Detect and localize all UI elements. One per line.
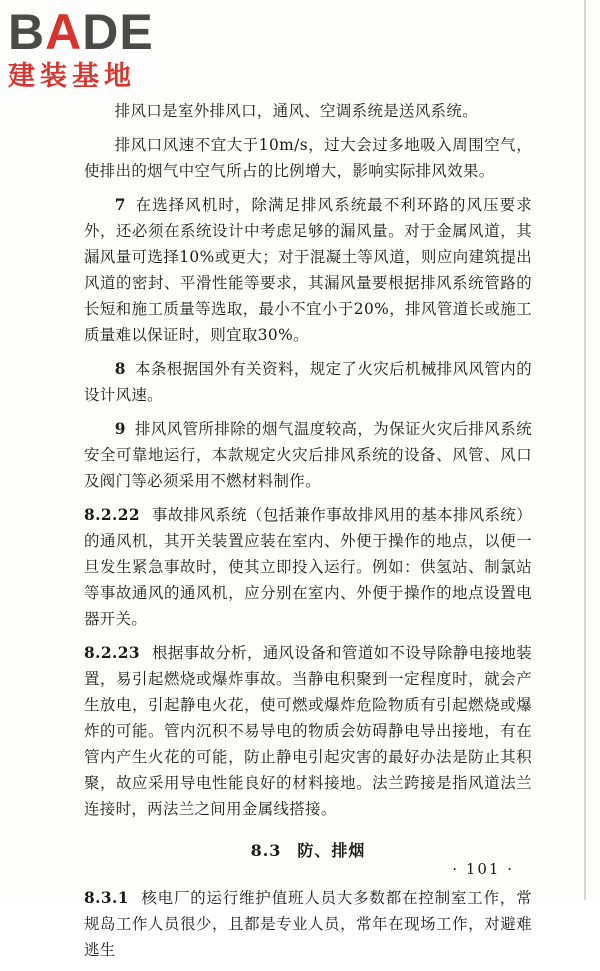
clause-8-2-22: 8.2.22 事故排风系统（包括兼作事故排风用的基本排风系统）的通风机，其开关装置应装在室内、外便于操作的地点，以便一旦发生紧急事故时，使其立即投入运行。例如：供氢站、制氯站等事故通风的通风机，应分别在室内、外便于操作的地点设置电器开关。 (84, 506, 532, 628)
paragraph-item-7: 7 在选择风机时，除满足排风系统最不利环路的风压要求外，还必须在系统设计中考虑足够的漏风量。对于金属风道，其漏风量可选择10%或更大；对于混凝土等风道，则应向建筑提出风道的密封、平滑性能等要求，其漏风量要根据排风系统管路的长短和施工质量等选取，最小不宜小于20%，排风管道长或施工质量难以保证时，则宜取30%。 (84, 196, 532, 344)
clause-number: 8.2.22 (84, 506, 140, 524)
section-heading (84, 838, 532, 861)
paragraph-item-9: 9 排风风管所排除的烟气温度较高，为保证火灾后排风系统安全可靠地运行，本款规定火灾后排风系统的设备、风管、风口及阀门等必须采用不燃材料制作。 (84, 420, 532, 490)
watermark-logo (8, 6, 178, 93)
clause-8-3-1: 8.3.1 核电厂的运行维护值班人员大多数都在控制室工作，常规岛工作人员很少，且都是专业人员，常年在现场工作，对避难逃生 (84, 889, 532, 959)
section-number: 8.3 (250, 841, 282, 860)
clause-number: 8.2.23 (84, 644, 140, 662)
logo-subtitle: 建装基地 (8, 61, 136, 92)
page-number: · 101 · (452, 860, 514, 878)
logo-wordmark: BADE (8, 4, 154, 60)
paragraph: 排风口风速不宜大于10m/s，过大会过多地吸入周围空气，使排出的烟气中空气所占的比例增大，影响实际排风效果。 (84, 136, 532, 180)
item-number: 8 (114, 360, 126, 378)
clause-number: 8.3.1 (84, 889, 129, 907)
page-content (84, 98, 532, 971)
paragraph-item-8: 8 本条根据国外有关资料，规定了火灾后机械排风风管内的设计风速。 (84, 360, 532, 404)
page-edge-line (584, 0, 586, 900)
item-number: 9 (114, 420, 126, 438)
clause-8-2-23: 8.2.23 根据事故分析，通风设备和管道如不设导除静电接地装置，易引起燃烧或爆炸事故。当静电积聚到一定程度时，就会产生放电，引起静电火花，使可燃或爆炸危险物质有引起燃烧或爆炸的可能。管内沉积不易导电的物质会妨碍静电导出接地，有在管内产生火花的可能，防止静电引起灾害的最好办法是防止其积聚，故应采用导电性能良好的材料接地。法兰跨接是指风道法兰连接时，两法兰之间用金属线搭接。 (84, 644, 532, 818)
section-title: 防、排烟 (297, 841, 366, 860)
item-number: 7 (114, 196, 126, 214)
paragraph: 排风口是室外排风口，通风、空调系统是送风系统。 (114, 102, 478, 120)
